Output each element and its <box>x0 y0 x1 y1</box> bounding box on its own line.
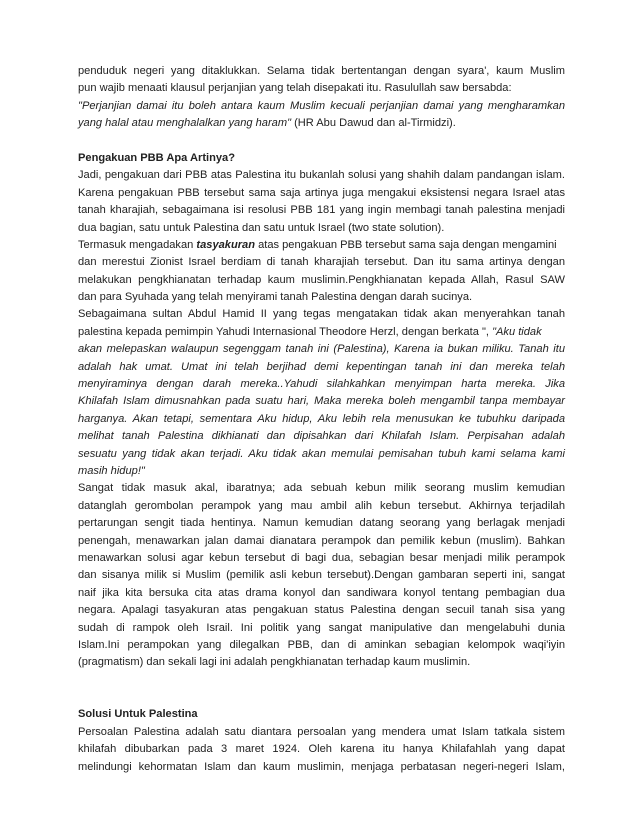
text-line: naif jika kita bersuka cita atas drama konyol dan sandiwara konyol tentang pembagian dua <box>78 586 565 599</box>
text-line: dua bagian, satu untuk Palestina dan satu untuk Israel (two state solution). <box>78 221 445 234</box>
text-line: palestina kepada pemimpin Yahudi Internasional Theodore Herzl, dengan berkata ", "Aku tidak <box>78 325 542 338</box>
text-line: datanglah gerombolan perampok yang mau ambil alih kebun tersebut. Akhirnya terjadilah <box>78 499 565 512</box>
spacer <box>78 133 565 150</box>
text-line: yang halal atau menghalalkan yang haram" (HR Abu Dawud dan al-Tirmidzi). <box>78 117 456 130</box>
text-line: sudah di rampok oleh Israil. Ini politik yang sangat manipulative dan mengelabuhi dunia <box>78 621 565 634</box>
text-line: masih hidup!" <box>78 464 145 477</box>
text-line: negara. Apalagi tasyakuran atas pengakuan status Palestina dengan secuil tanah sisa yang <box>78 604 565 617</box>
paragraph-garden-analogy <box>78 480 565 671</box>
text-line: Karena pengakuan PBB tersebut sama saja artinya juga mengakui eksistensi negara Israel atas <box>78 186 565 199</box>
text-line: Islam.Ini perampokan yang dilegalkan PBB, dan di aminkan sebagian kelompok waqi'iyin <box>78 638 565 651</box>
spacer <box>78 672 565 707</box>
text-line: Sebagaimana sultan Abdul Hamid II yang tegas mengatakan tidak akan menyerahkan tanah <box>78 308 565 321</box>
text-line: melindungi kehormatan Islam dan kaum muslimin, menjaga perbatasan negeri-negeri Islam, <box>78 760 565 773</box>
section-heading: Solusi Untuk Palestina <box>78 708 198 721</box>
text-line: Sangat tidak masuk akal, ibaratnya; ada sebuah kebun milik seorang muslim kemudian <box>78 482 565 495</box>
text-line: pertarungan sengit tiada hentinya. Namun kemudian datang seorang yang berlagak menjadi <box>78 517 565 530</box>
text-line: melihat tanah Palestina dikhianati dan dipisahkan dari Khilafah Islam. Perpisahan adalah <box>78 430 565 443</box>
text-line: Jadi, pengakuan dari PBB atas Palestina itu bukanlah solusi yang shahih dalam pandangan islam. <box>78 169 565 182</box>
paragraph-sultan-quote <box>78 324 565 481</box>
document-page <box>78 63 565 776</box>
text-line: dan para Syuhada yang telah menyirami tanah Palestina dengan darah sucinya. <box>78 291 473 304</box>
text-line: Persoalan Palestina adalah satu diantara persoalan yang mendera umat Islam tatkala sistem <box>78 725 565 738</box>
text-line: menawarkan solusi agar kebun tersebut di bagi dua, sebagian besar menjadi milik perampok <box>78 551 565 564</box>
paragraph-recognition <box>78 167 565 237</box>
text-line: Termasuk mengadakan tasyakuran atas pengakuan PBB tersebut sama saja dengan mengamini <box>78 238 557 251</box>
text-line: dan sisanya milik si Muslim (pemilik asli kebun tersebut).Dengan gambaran seperti ini, sangat <box>78 569 565 582</box>
text-line: melakukan pengkhianatan terhadap kaum muslimin.Pengkhianatan kepada Allah, Rasul SAW <box>78 273 565 286</box>
text-line: dan merestui Zionist Israel berdiam di tanah kharajiah tersebut. Dan itu sama artinya dengan <box>78 256 565 269</box>
text-line: penduduk negeri yang ditaklukkan. Selama tidak bertentangan dengan syara', kaum Muslim <box>78 65 565 77</box>
section-heading: Pengakuan PBB Apa Artinya? <box>78 151 235 164</box>
text-line: "Perjanjian damai itu boleh antara kaum Muslim kecuali perjanjian damai yang mengharamkan <box>78 99 565 112</box>
text-line: tanah kharajiah, sebagaimana isi resolusi PBB 181 yang ingin membagi tanah palestina menjadi <box>78 204 565 217</box>
paragraph-tasyakuran <box>78 237 565 324</box>
paragraph-treaty <box>78 63 565 133</box>
text-line: Khilafah Islam dimusnahkan pada suatu hari, Maka mereka boleh mengambil tanpa membayar <box>78 395 565 408</box>
text-line: akan melepaskan walaupun segenggam tanah ini (Palestina), Karena ia bukan miliku. Tanah itu <box>78 343 565 356</box>
text-line: adalah hak umat. Umat ini telah berjihad demi kepentingan tanah ini dan mereka telah <box>78 360 565 373</box>
text-line: khilafah dibubarkan pada 3 maret 1924. Oleh karena itu hanya Khilafahlah yang dapat <box>78 743 565 756</box>
text-line: sesuatu yang tidak akan terjadi. Aku tidak akan memulai pemisahan tubuh kami selama kami <box>78 447 565 460</box>
text-line: penengah, menawarkan jalan damai dianatara perampok dan pemilik kebun (muslim). Bahkan <box>78 534 565 547</box>
text-line: (pragmatism) dan sekali lagi ini adalah pengkhianatan terhadap kaum muslimin. <box>78 656 471 669</box>
text-line: menyiraminya dengan darah mereka..Yahudi silahkahkan menyimpan harta mereka. Jika <box>78 378 565 391</box>
text-line: pun wajib menaati klausul perjanjian yang telah disepakati itu. Rasulullah saw bersabda: <box>78 82 512 95</box>
text-line: harganya. Akan tetapi, sementara Aku hidup, Aku lebih rela menusukan ke tubuhku daripada <box>78 412 565 425</box>
emphasis-word: tasyakuran <box>196 238 255 251</box>
paragraph-solution <box>78 724 565 776</box>
